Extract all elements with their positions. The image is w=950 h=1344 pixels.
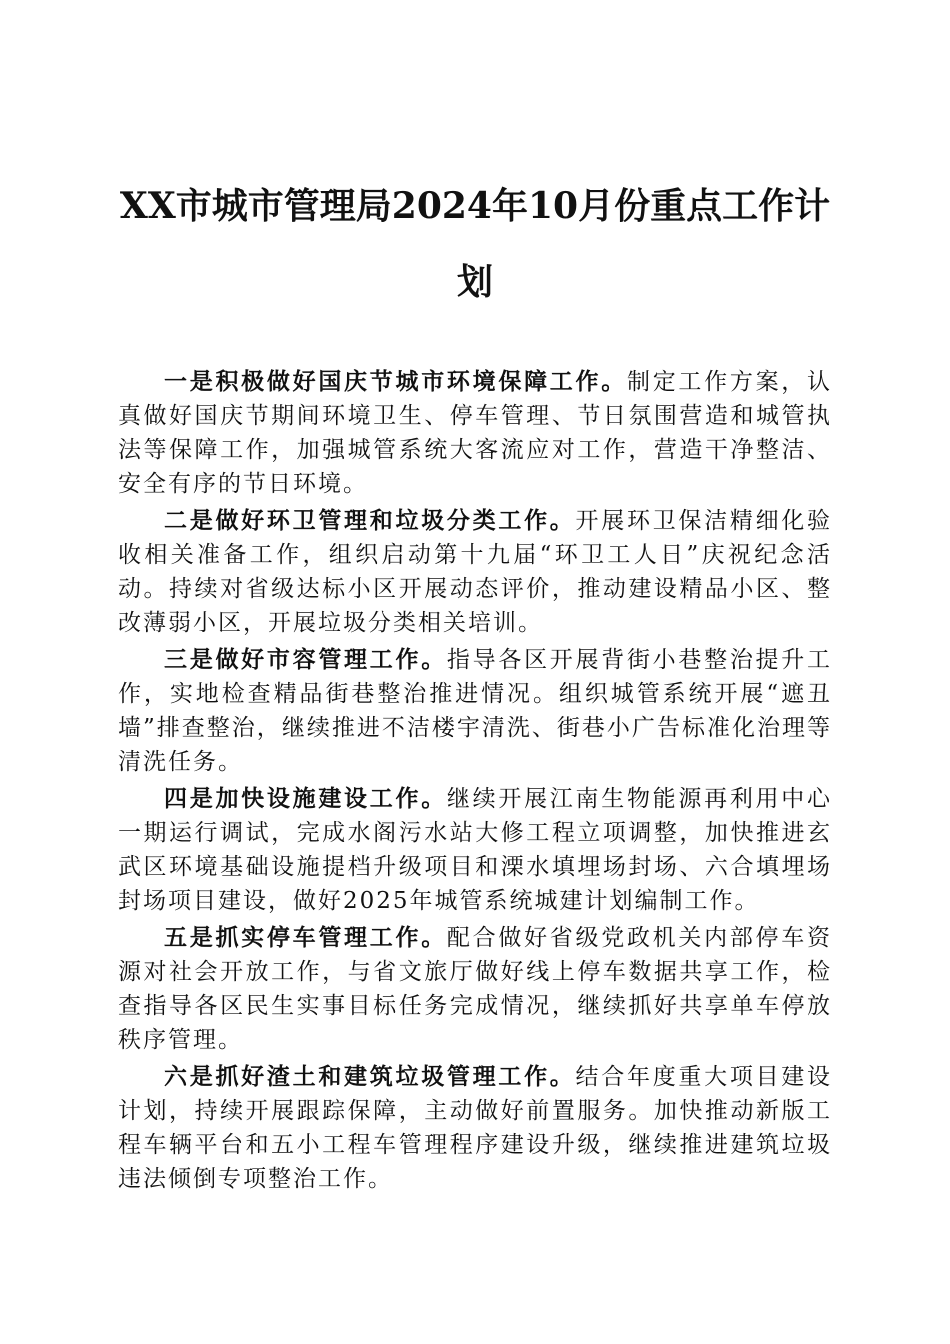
paragraph-lead: 四是加快设施建设工作。 bbox=[164, 785, 447, 812]
paragraph-3 bbox=[118, 643, 832, 779]
paragraph-text: 制定工作方案，认真做好国庆节期间环境卫生、停车管理、节日氛围营造和城管执法等保障工作，加强城管系统大客流应对工作，营造干净整洁、安全有序的节日环境。 bbox=[118, 369, 833, 497]
paragraph-text: 指导各区开展背街小巷整治提升工作，实地检查精品街巷整治推进情况。组织城管系统开展“遮丑墙”排查整治，继续推进不洁楼宇清洗、街巷小广告标准化治理等清洗任务。 bbox=[118, 647, 833, 775]
paragraph-2 bbox=[118, 504, 832, 640]
paragraph-1 bbox=[118, 365, 832, 501]
paragraph-5 bbox=[118, 921, 832, 1057]
paragraph-4 bbox=[118, 782, 832, 918]
document-title: XX市城市管理局2024年10月份重点工作计划 bbox=[119, 185, 831, 303]
paragraph-6 bbox=[118, 1060, 832, 1196]
paragraph-lead: 二是做好环卫管理和垃圾分类工作。 bbox=[164, 507, 576, 534]
paragraph-text: 继续开展江南生物能源再利用中心一期运行调试，完成水阁污水站大修工程立项调整，加快推进玄武区环境基础设施提档升级项目和溧水填埋场封场、六合填埋场封场项目建设，做好2025年城管系统城建计划编制工作。 bbox=[118, 786, 833, 914]
paragraph-lead: 五是抓实停车管理工作。 bbox=[164, 924, 447, 951]
paragraph-text: 结合年度重大项目建设计划，持续开展跟踪保障，主动做好前置服务。加快推动新版工程车辆平台和五小工程车管理程序建设升级，继续推进建筑垃圾违法倾倒专项整治工作。 bbox=[118, 1064, 833, 1192]
paragraph-text: 配合做好省级党政机关内部停车资源对社会开放工作，与省文旅厅做好线上停车数据共享工作，检查指导各区民生实事目标任务完成情况，继续抓好共享单车停放秩序管理。 bbox=[118, 925, 833, 1053]
paragraph-lead: 三是做好市容管理工作。 bbox=[164, 646, 447, 673]
paragraph-text: 开展环卫保洁精细化验收相关准备工作，组织启动第十九届“环卫工人日”庆祝纪念活动。持续对省级达标小区开展动态评价，推动建设精品小区、整改薄弱小区，开展垃圾分类相关培训。 bbox=[118, 508, 833, 636]
paragraph-lead: 六是抓好渣土和建筑垃圾管理工作。 bbox=[164, 1063, 576, 1090]
document-body bbox=[118, 365, 832, 1199]
paragraph-lead: 一是积极做好国庆节城市环境保障工作。 bbox=[164, 368, 627, 395]
